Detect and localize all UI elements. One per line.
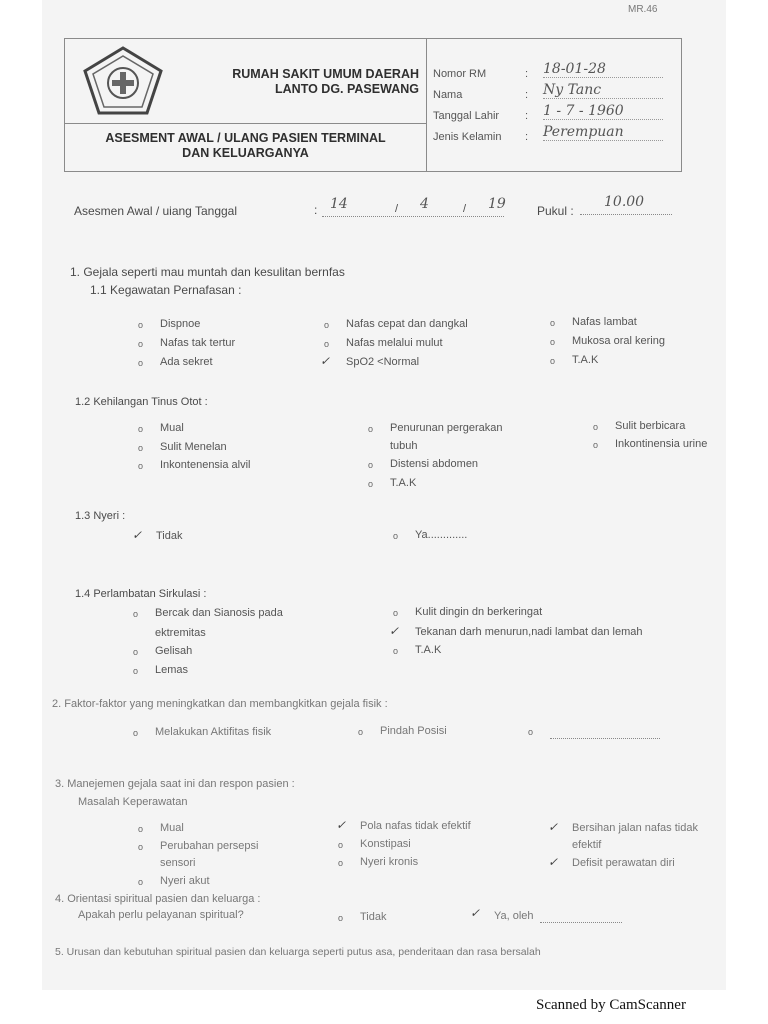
radio-bullet-icon[interactable]: o [138,461,144,471]
radio-bullet-icon[interactable]: o [368,424,374,434]
option-tekanan-darah: Tekanan darh menurun,nadi lambat dan lemah [415,626,643,638]
label-tanggal-lahir: Tanggal Lahir [433,110,500,122]
option-bersihan-jalan-nafas-cont: efektif [572,839,602,851]
option-nafas-mulut: Nafas melalui mulut [346,337,443,349]
label-jenis-kelamin: Jenis Kelamin [433,131,502,143]
radio-bullet-icon[interactable]: o [138,424,144,434]
option-tak: T.A.K [415,644,442,656]
form-title-line2: DAN KELUARGANYA [182,146,309,160]
checkmark-icon[interactable]: ✓ [548,820,559,834]
option-bersihan-jalan-nafas: Bersihan jalan nafas tidak [572,822,698,834]
value-nama: Ny Tanc [543,82,663,99]
option-nafas-tak-teratur: Nafas tak tertur [160,337,236,349]
checkmark-icon[interactable]: ✓ [132,528,143,542]
option-tidak: Tidak [360,911,387,923]
option-sulit-menelan: Sulit Menelan [160,441,227,453]
option-mual: Mual [160,422,184,434]
radio-bullet-icon[interactable]: o [593,422,599,432]
ya-oleh-line [540,922,622,923]
radio-bullet-icon[interactable]: o [393,646,399,656]
pukul-line [580,214,672,215]
radio-bullet-icon[interactable]: o [393,531,399,541]
option-nyeri-akut: Nyeri akut [160,875,210,887]
hospital-name [183,67,419,97]
section-5-title: 5. Urusan dan kebutuhan spiritual pasien dan keluarga seperti putus asa, penderitaan dan rasa bersalah [55,946,541,958]
form-title-line1: ASESMENT AWAL / ULANG PASIEN TERMINAL [105,131,386,145]
option-ya: Ya............. [415,529,468,541]
colon: : [314,203,318,217]
option-tidak: Tidak [156,530,183,542]
radio-bullet-icon[interactable]: o [324,320,330,330]
checkmark-icon[interactable]: ✓ [470,906,481,920]
value-tanggal-lahir: 1 - 7 - 1960 [543,103,663,120]
option-nyeri-kronis: Nyeri kronis [360,856,419,868]
option-bercak-sianosis: Bercak dan Sianosis pada [155,607,283,619]
radio-bullet-icon[interactable]: o [550,337,556,347]
option-penurunan-pergerakan: Penurunan pergerakan [390,422,503,434]
option-lemas: Lemas [155,664,189,676]
section-1-1-title: 1.1 Kegawatan Pernafasan : [90,283,242,297]
option-tak: T.A.K [572,354,599,366]
radio-bullet-icon[interactable]: o [393,608,399,618]
value-jenis-kelamin: Perempuan [543,124,663,141]
section-2-title: 2. Faktor-faktor yang meningkatkan dan membangkitkan gejala fisik : [52,698,388,710]
radio-bullet-icon[interactable]: o [338,913,344,923]
option-penurunan-pergerakan-cont: tubuh [390,440,418,452]
date-line [322,216,504,217]
section-4-question: Apakah perlu pelayanan spiritual? [78,909,244,921]
option-inkontinensia-urine: Inkontinensia urine [615,438,708,450]
radio-bullet-icon[interactable]: o [133,609,139,619]
checkmark-icon[interactable]: ✓ [389,624,400,638]
option-sulit-berbicara: Sulit berbicara [615,420,686,432]
option-nafas-lambat: Nafas lambat [572,316,637,328]
divider [426,39,427,171]
radio-bullet-icon[interactable]: o [528,727,534,737]
radio-bullet-icon[interactable]: o [593,440,599,450]
radio-bullet-icon[interactable]: o [338,858,344,868]
label-nomor-rm: Nomor RM [433,68,487,80]
radio-bullet-icon[interactable]: o [138,877,144,887]
option-distensi-abdomen: Distensi abdomen [390,458,479,470]
radio-bullet-icon[interactable]: o [138,443,144,453]
option-kulit-dingin: Kulit dingin dn berkeringat [415,606,543,618]
option-dispnoe: Dispnoe [160,318,201,330]
section-1-2-title: 1.2 Kehilangan Tinus Otot : [75,396,208,408]
assessment-time: 10.00 [604,194,645,210]
option-ya-oleh: Ya, oleh [494,910,534,922]
assessment-year: 19 [488,196,506,212]
assessment-month: 4 [420,196,429,212]
option-gelisah: Gelisah [155,645,193,657]
option-mukosa-oral: Mukosa oral kering [572,335,665,347]
hospital-name-line2: LANTO DG. PASEWANG [275,82,419,96]
radio-bullet-icon[interactable]: o [550,318,556,328]
option-nafas-cepat: Nafas cepat dan dangkal [346,318,468,330]
date-separator: / [395,203,399,215]
hospital-logo-icon [81,45,165,117]
option-konstipasi: Konstipasi [360,838,411,850]
section-4-title: 4. Orientasi spiritual pasien dan keluarga : [55,893,261,905]
option-aktifitas-fisik: Melakukan Aktifitas fisik [155,726,272,738]
option-bercak-sianosis-cont: ektremitas [155,627,206,639]
option-tak: T.A.K [390,477,417,489]
section-1-title: 1. Gejala seperti mau muntah dan kesulitan bernfas [70,265,345,279]
radio-bullet-icon[interactable]: o [368,479,374,489]
colon: : [525,68,529,80]
hospital-name-line1: RUMAH SAKIT UMUM DAERAH [232,67,419,81]
section-3-title: 3. Manejemen gejala saat ini dan respon pasien : [55,778,295,790]
section-3-subtitle: Masalah Keperawatan [78,796,188,808]
date-separator: / [463,203,467,215]
radio-bullet-icon[interactable]: o [338,840,344,850]
checkmark-icon[interactable]: ✓ [320,354,331,368]
radio-bullet-icon[interactable]: o [133,647,139,657]
option-pola-nafas: Pola nafas tidak efektif [360,820,471,832]
colon: : [525,89,529,101]
radio-bullet-icon[interactable]: o [138,358,144,368]
radio-bullet-icon[interactable]: o [138,320,144,330]
radio-bullet-icon[interactable]: o [138,339,144,349]
option-ada-sekret: Ada sekret [160,356,213,368]
form-title [65,131,426,161]
radio-bullet-icon[interactable]: o [358,727,364,737]
colon: : [525,110,529,122]
option-perubahan-persepsi-cont: sensori [160,857,196,869]
radio-bullet-icon[interactable]: o [324,339,330,349]
radio-bullet-icon[interactable]: o [368,460,374,470]
section-1-3-title: 1.3 Nyeri : [75,510,126,522]
radio-bullet-icon[interactable]: o [133,666,139,676]
checkmark-icon[interactable]: ✓ [548,855,559,869]
form-header [64,38,682,172]
radio-bullet-icon[interactable]: o [133,728,139,738]
divider [65,123,426,124]
colon: : [525,131,529,143]
option-pindah-posisi: Pindah Posisi [380,725,447,737]
radio-bullet-icon[interactable]: o [138,824,144,834]
option-perubahan-persepsi: Perubahan persepsi [160,840,259,852]
label-nama: Nama [433,89,463,101]
value-nomor-rm: 18-01-28 [543,61,663,78]
assessment-day: 14 [330,196,348,212]
option-spo2: SpO2 <Normal [346,356,420,368]
form-code: MR.46 [628,4,658,15]
checkmark-icon[interactable]: ✓ [336,818,347,832]
option-inkontinensia-alvi: Inkontenensia alvil [160,459,251,471]
radio-bullet-icon[interactable]: o [550,356,556,366]
option-defisit-perawatan: Defisit perawatan diri [572,857,675,869]
section-1-4-title: 1.4 Perlambatan Sirkulasi : [75,588,207,600]
radio-bullet-icon[interactable]: o [138,842,144,852]
other-line [550,738,660,739]
scanner-watermark: Scanned by CamScanner [536,997,686,1013]
option-mual: Mual [160,822,184,834]
assessment-date-label: Asesmen Awal / uiang Tanggal [74,204,238,218]
pukul-label: Pukul : [537,204,574,218]
